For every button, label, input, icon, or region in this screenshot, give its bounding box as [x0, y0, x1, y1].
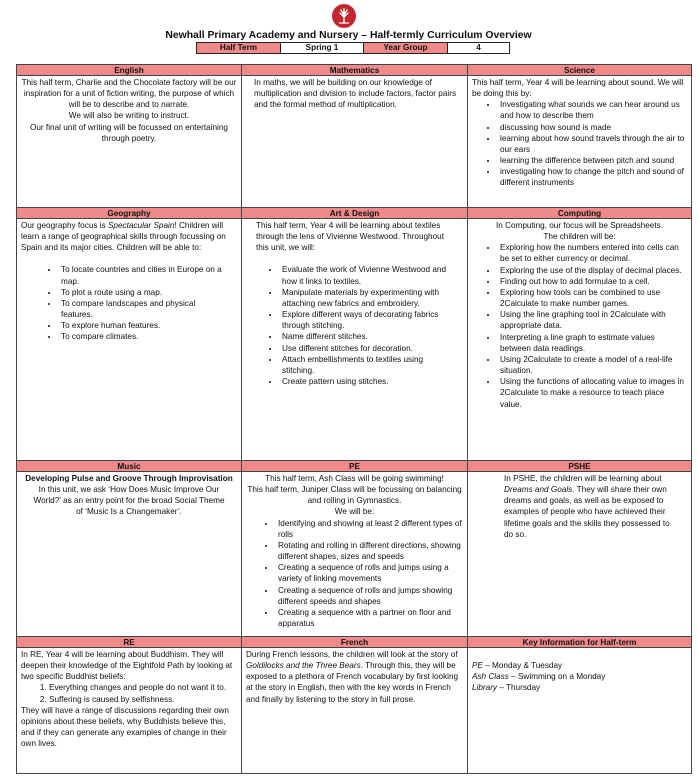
pe-intro-2: This half term, Juniper Class will be focussing on balancing and rolling in Gymnastics.	[247, 485, 462, 506]
list-item: • Create pattern using stitches.	[280, 376, 453, 387]
grid-row-2	[17, 208, 691, 461]
year-group-value: 4	[447, 42, 510, 54]
key-info-line-ash: Ash Class – Swimming on a Monday	[472, 672, 606, 682]
list-item: • To compare landscapes and physical features.	[59, 298, 227, 320]
art-design-cell	[242, 208, 468, 461]
list-item: • Use different stitches for decoration.	[280, 343, 453, 354]
science-heading: Science	[468, 65, 691, 76]
key-info-heading: Key Information for Half-term	[468, 637, 691, 648]
list-item: • investigating how to change the pitch and sound of different instruments	[498, 166, 687, 188]
list-item: • To explore human features.	[59, 320, 227, 331]
key-info-line-pe: PE – Monday & Tuesday	[472, 661, 563, 670]
list-item: • Using 2Calculate to create a model of a real-life situation.	[498, 354, 687, 376]
list-item: • Exploring how tools can be combined to use 2Calculate to make number games.	[498, 287, 687, 309]
french-text: During French lessons, the children will look at the story of Goldilocks and the Three Bears. Through this, they will be exposed to a plethora of French vocabulary by first looking at the story in English, then with the key words in French and finally by listening to the story in full prose.	[246, 650, 459, 704]
music-heading: Music	[17, 461, 241, 472]
page-title: Newhall Primary Academy and Nursery – Half-termly Curriculum Overview	[165, 30, 532, 41]
grid-row-1	[17, 65, 691, 208]
list-item: • Using the line graphing tool in 2Calculate with appropriate data.	[498, 309, 687, 331]
curriculum-grid	[16, 64, 692, 774]
art-design-intro: This half term, Year 4 will be learning about textiles through the lens of Vivienne Westwood. Throughout this unit, we will:	[256, 221, 444, 253]
computing-intro-2: The children will be:	[543, 232, 616, 242]
key-info-line-library: Library – Thursday	[472, 683, 541, 693]
half-term-label: Half Term	[196, 42, 281, 54]
list-item: • Creating a sequence of rolls and jumps using a variety of linking movements	[276, 562, 463, 584]
list-item: • Name different stitches.	[280, 331, 453, 342]
music-cell	[17, 461, 242, 637]
school-logo	[332, 4, 356, 28]
list-item: • Investigating what sounds we can hear around us and how to describe them	[498, 99, 687, 121]
re-cell	[17, 637, 242, 773]
computing-cell	[468, 208, 691, 461]
geography-heading: Geography	[17, 208, 241, 219]
music-subtitle: Developing Pulse and Groove Through Improvisation	[25, 474, 233, 483]
list-item: • Finding out how to add formulae to a cell.	[498, 276, 687, 287]
list-item: • Evaluate the work of Vivienne Westwood and how it links to textiles.	[280, 264, 453, 286]
list-item: • Manipulate materials by experimenting with attaching new fabrics and embroidery.	[280, 287, 453, 309]
maths-cell	[242, 65, 468, 208]
geography-list	[21, 264, 237, 342]
year-group-label: Year Group	[363, 42, 448, 54]
list-item: • Attach embellishments to textiles using stitching.	[280, 354, 453, 376]
re-intro: In RE, Year 4 will be learning about Buddhism. They will deepen their knowledge of the Eightfold Path by looking at two specific Buddhist beliefs:	[21, 650, 233, 682]
english-cell	[17, 65, 242, 208]
re-outro: They will have a range of discussions regarding their own opinions about these beliefs, why Buddhists believe this, and if they can generate any examples of change in their own lives.	[21, 705, 229, 749]
science-list	[472, 99, 687, 188]
english-heading: English	[17, 65, 241, 76]
music-text: In this unit, we ask ‘How Does Music Improve Our World?’ as an entry point for the broad Social Theme of ‘Music Is a Changemaker’.	[33, 485, 225, 517]
pe-list	[246, 518, 463, 630]
pe-intro-1: This half term, Ash Class will be going swimming!	[265, 474, 444, 483]
re-heading: RE	[17, 637, 241, 648]
half-term-value: Spring 1	[280, 42, 364, 54]
list-item: • To locate countries and cities in Europe on a map.	[59, 264, 227, 286]
pshe-cell	[468, 461, 691, 637]
pshe-heading: PSHE	[468, 461, 691, 472]
french-heading: French	[242, 637, 467, 648]
list-item: 2. Suffering is caused by selfishness.	[49, 694, 237, 705]
list-item: • Interpreting a line graph to estimate values between data readings.	[498, 332, 687, 354]
maths-text: In maths, we will be building on our knowledge of multiplication and division to include factors, factor pairs and the formal method of multiplication.	[254, 78, 457, 110]
science-intro: This half term, Year 4 will be learning about sound. We will be doing this by:	[472, 78, 684, 99]
key-info-cell	[468, 637, 691, 773]
english-text-2: We will also be writing to instruct.	[68, 111, 190, 121]
list-item: • Using the functions of allocating value to images in 2Calculate to make a resource to teach place value.	[498, 376, 687, 409]
list-item: • To plot a route using a map.	[59, 287, 227, 298]
list-item: 1. Everything changes and people do not want it to.	[49, 682, 237, 693]
art-design-list	[256, 264, 453, 387]
grid-row-3	[17, 461, 691, 637]
term-info-row	[197, 42, 510, 54]
list-item: • discussing how sound is made	[498, 122, 687, 133]
science-cell	[468, 65, 691, 208]
geography-intro: Our geography focus is Spectacular Spain! Children will learn a range of geographical skills through focussing on Spain and its major cities. Children will be able to:	[21, 221, 226, 253]
pshe-text: In PSHE, the children will be learning about Dreams and Goals. They will share their own dreams and goals, as well as be exposed to examples of people who have achieved their lifetime goals and the skills they possessed to do so.	[504, 474, 670, 539]
list-item: • To compare climates.	[59, 331, 227, 342]
pe-intro-3: We will be:	[334, 507, 375, 517]
list-item: • learning about how sound travels through the air to our ears	[498, 133, 687, 155]
list-item: • Rotating and rolling in different directions, showing different shapes, sizes and speeds	[276, 540, 463, 562]
maths-heading: Mathematics	[242, 65, 467, 76]
list-item: • Explore different ways of decorating fabrics through stitching.	[280, 309, 453, 331]
computing-intro-1: In Computing, our focus will be Spreadsheets.	[495, 221, 664, 230]
list-item: • Creating a sequence of rolls and jumps showing different speeds and shapes	[276, 585, 463, 607]
english-text-1: This half term, Charlie and the Chocolate factory will be our inspiration for a unit of fiction writing, the purpose of which will be to describe and to narrate.	[21, 78, 237, 110]
list-item: • Exploring the use of the display of decimal places.	[498, 265, 687, 276]
grid-row-4	[17, 637, 691, 773]
list-item: • Identifying and showing at least 2 different types of rolls	[276, 518, 463, 540]
french-cell	[242, 637, 468, 773]
pe-heading: PE	[242, 461, 467, 472]
pe-cell	[242, 461, 468, 637]
re-list	[21, 682, 237, 704]
art-design-heading: Art & Design	[242, 208, 467, 219]
geography-cell	[17, 208, 242, 461]
list-item: • Exploring how the numbers entered into cells can be set to either currency or decimal.	[498, 242, 687, 264]
computing-heading: Computing	[468, 208, 691, 219]
list-item: • Creating a sequence with a partner on floor and apparatus	[276, 607, 463, 629]
english-text-3: Our final unit of writing will be focussed on entertaining through poetry.	[30, 122, 228, 143]
computing-list	[472, 242, 687, 409]
list-item: • learning the difference between pitch and sound	[498, 155, 687, 166]
